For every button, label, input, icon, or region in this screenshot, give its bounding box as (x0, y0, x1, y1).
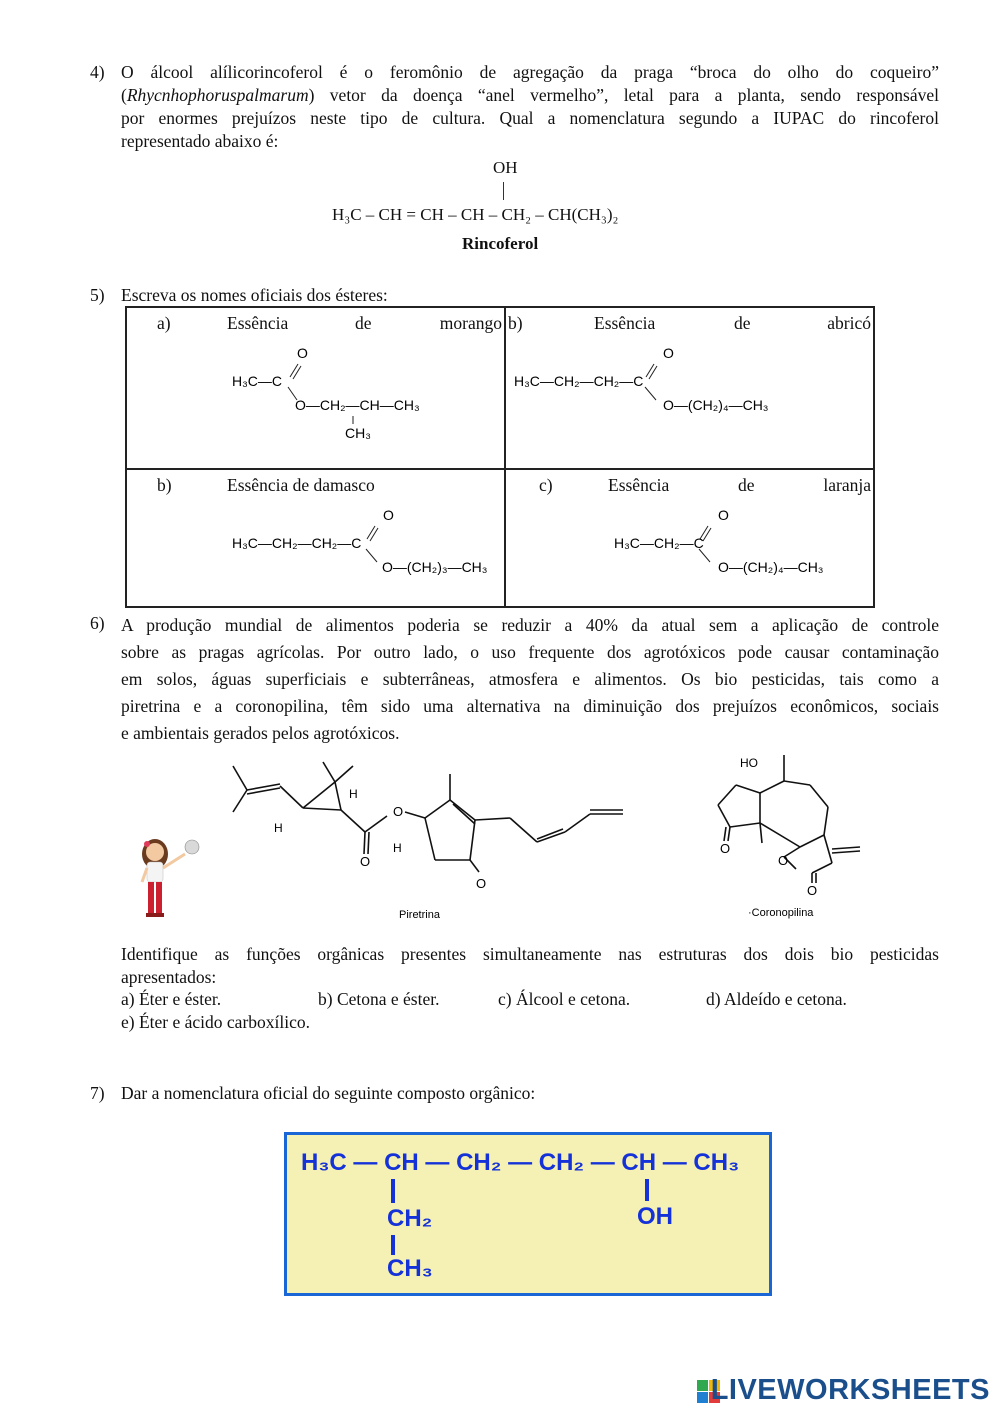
q7-branch-ch2: CH₂ (387, 1205, 433, 1232)
species-name: Rhycnhophoruspalmarum (126, 85, 309, 105)
ester-c-chain: H₃C—CH₂—CH₂—C (232, 535, 362, 551)
ester-a-chain: H₃C—C (232, 373, 283, 389)
cell-b-w3: abricó (827, 313, 871, 333)
q7-number: 7) (90, 1083, 105, 1103)
piretrina-structure (225, 752, 635, 927)
option-e[interactable]: e) Éter e ácido carboxílico. (121, 1012, 310, 1032)
q5-number: 5) (90, 285, 105, 305)
coronopilina-ho: HO (740, 756, 758, 770)
option-d[interactable]: d) Aldeído e cetona. (706, 989, 847, 1009)
q6-line4: piretrina e a coronopilina, têm sido uma alternativa na diminuição dos prejuízos econômicos, sociais (121, 696, 939, 716)
cell-d-w1: Essência (608, 475, 670, 495)
ester-d-ester: O—(CH₂)₄—CH₃ (718, 559, 824, 575)
q6-question-line2: apresentados: (121, 967, 217, 987)
cell-d-w2: de (738, 475, 755, 495)
piretrina-o-ester: O (393, 804, 404, 819)
ester-b-ester: O—(CH₂)₄—CH₃ (663, 397, 769, 413)
ester-a-structure (127, 338, 504, 468)
liveworksheets-logo-text[interactable]: LIVEWORKSHEETS (710, 1374, 990, 1406)
ester-b-chain: H₃C—CH₂—CH₂—C (514, 373, 644, 389)
ester-a-ester: O—CH₂—CH—CH₃ (295, 397, 420, 413)
piretrina-caption: Piretrina (399, 909, 440, 921)
option-a[interactable]: a) Éter e éster. (121, 989, 222, 1009)
coronopilina-structure (700, 745, 875, 925)
q7-structure-box (284, 1132, 772, 1296)
q4-number: 4) (90, 62, 105, 82)
ester-a-branch: CH₃ (345, 425, 371, 441)
cell-a-letter: a) (157, 313, 171, 333)
cell-b-w1: Essência (594, 313, 656, 333)
cell-a-w2: de (355, 313, 372, 333)
cell-b-w2: de (734, 313, 751, 333)
rincoferol-caption: Rincoferol (462, 234, 539, 253)
ester-cell-b (504, 306, 875, 470)
q4-line3: por enormes prejuízos neste tipo de cultura. Qual a nomenclatura segundo a IUPAC do rincoferol (121, 108, 939, 128)
q5-text: Escreva os nomes oficiais dos ésteres: (121, 285, 388, 305)
ester-cell-a (125, 306, 506, 470)
q7-bond-1 (391, 1179, 395, 1203)
q6-line2: sobre as pragas agrícolas. Por outro lado, o uso frequente dos agrotóxicos pode causar contaminação (121, 642, 939, 662)
ester-d-chain: H₃C—CH₂—C (614, 535, 704, 551)
ester-cell-c (125, 468, 506, 608)
q7-bond-oh (645, 1179, 649, 1201)
q7-text: Dar a nomenclatura oficial do seguinte composto orgânico: (121, 1083, 536, 1103)
ester-cell-d (504, 468, 875, 608)
rincoferol-formula: H₃C – CH = CH – CH – CH₂ – CH(CH₃)₂ (332, 205, 619, 224)
q7-bond-2 (391, 1235, 395, 1255)
option-c[interactable]: c) Álcool e cetona. (498, 989, 631, 1009)
piretrina-o-ketone: O (476, 876, 487, 891)
cell-a-w3: morango (439, 313, 502, 333)
option-b[interactable]: b) Cetona e éster. (318, 989, 440, 1009)
coronopilina-o-lactone: O (807, 883, 818, 898)
q7-oh: OH (637, 1203, 673, 1230)
cell-c-letter: b) (157, 475, 172, 495)
q6-question-line1: Identifique as funções orgânicas presentes simultaneamente nas estruturas dos dois bio pesticidas (121, 944, 939, 964)
cell-d-w3: laranja (823, 475, 871, 495)
q7-main-chain: H₃C — CH — CH₂ — CH₂ — CH — CH₃ (301, 1149, 740, 1176)
ester-b-structure (506, 338, 873, 468)
q4-line2: (Rhycnhophoruspalmarum) vetor da doença “anel vermelho”, letal para a planta, sendo responsável (121, 85, 939, 105)
q7-branch-ch3: CH₃ (387, 1255, 433, 1282)
cell-c-label: Essência de damasco (227, 475, 375, 495)
coronopilina-o-ketone: O (720, 841, 731, 856)
ester-c-o-top: O (383, 507, 394, 523)
rincoferol-bond-vertical (503, 182, 504, 200)
coronopilina-o-ring: O (778, 853, 789, 868)
q6-number: 6) (90, 613, 105, 633)
ester-b-o-top: O (663, 345, 674, 361)
piretrina-h3: H (393, 841, 402, 855)
q6-line3: em solos, águas superficiais e subterrâneas, atmosfera e alimentos. Os bio pesticidas, tais como a (121, 669, 939, 689)
ester-a-o-top: O (297, 345, 308, 361)
ester-d-o-top: O (718, 507, 729, 523)
q6-line5: e ambientais gerados pelos agrotóxicos. (121, 723, 400, 743)
cell-b-letter: b) (508, 313, 523, 333)
coronopilina-caption: ·Coronopilina (748, 907, 814, 919)
q4-line4: representado abaixo é: (121, 131, 279, 151)
q6-line1: A produção mundial de alimentos poderia se reduzir a 40% da atual sem a aplicação de controle (121, 615, 939, 635)
ester-c-structure (127, 500, 504, 608)
q4-line1: O álcool alílicorincoferol é o feromônio de agregação da praga “broca do olho do coqueiro” (121, 62, 939, 82)
ester-c-ester: O—(CH₂)₃—CH₃ (382, 559, 488, 575)
piretrina-o-carbonyl: O (360, 854, 371, 869)
cell-a-w1: Essência (227, 313, 289, 333)
cell-d-letter: c) (539, 475, 553, 495)
piretrina-h2: H (349, 787, 358, 801)
ester-d-structure (506, 500, 873, 608)
piretrina-h1: H (274, 821, 283, 835)
teacher-avatar (130, 832, 210, 922)
rincoferol-oh: OH (493, 158, 518, 177)
